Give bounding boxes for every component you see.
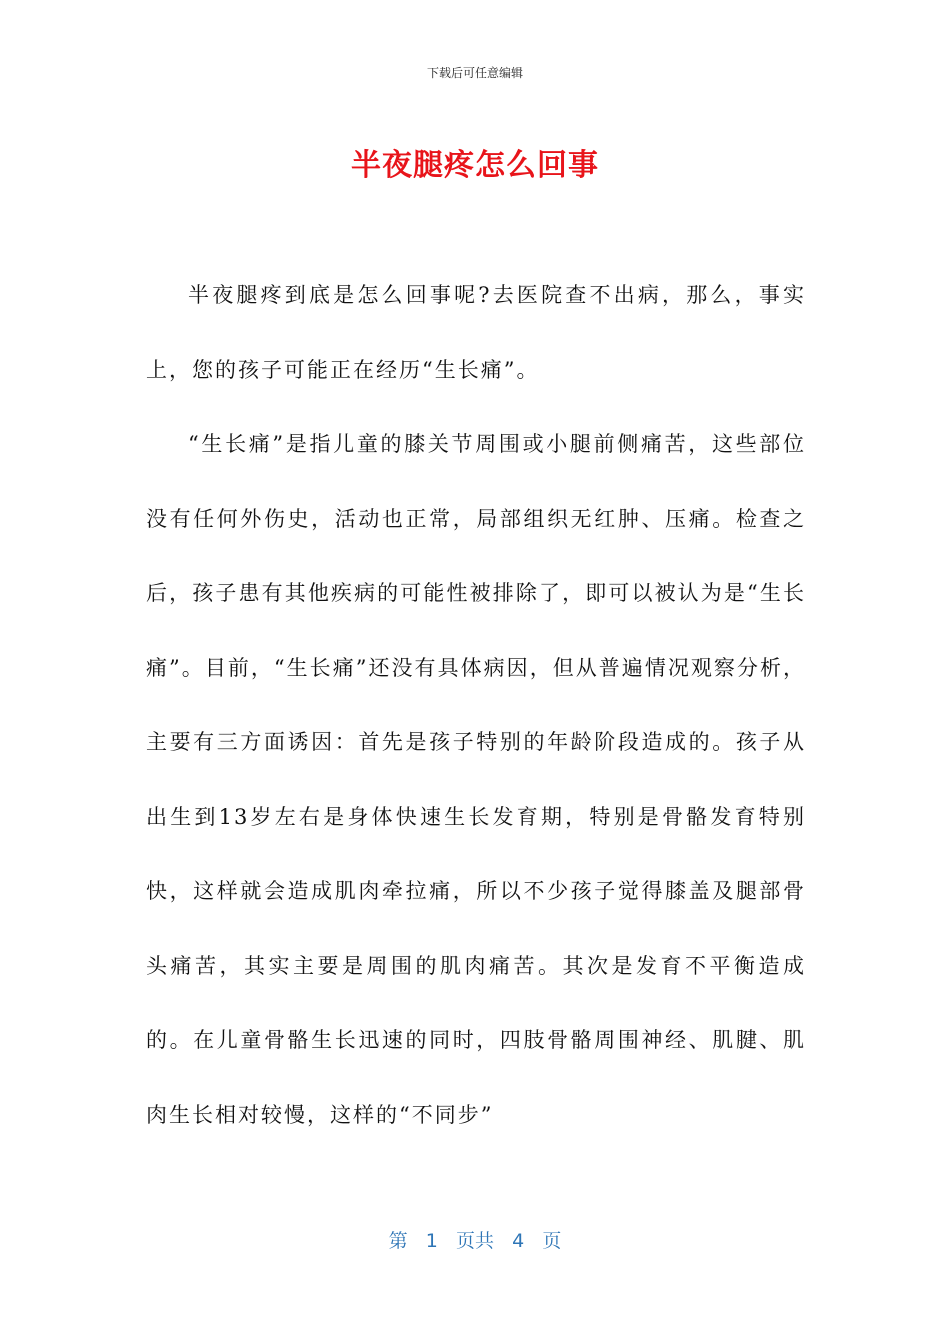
page-number-footer [0,1226,950,1253]
header-note: 下载后可任意编辑 [426,66,523,80]
page-label-suffix: 页 [542,1230,562,1252]
document-title: 半夜腿疼怎么回事 [351,148,599,183]
paragraph: 半夜腿疼到底是怎么回事呢?去医院查不出病，那么，事实上，您的孩子可能正在经历“生长痛”。 [146,283,806,382]
page-label-mid: 页共 [455,1230,494,1252]
document-body [146,258,806,1152]
current-page-number: 1 [425,1230,438,1252]
total-pages-number: 4 [512,1230,525,1252]
page-label-prefix: 第 [388,1230,408,1252]
paragraph: “生长痛”是指儿童的膝关节周围或小腿前侧痛苦，这些部位没有任何外伤史，活动也正常，局部组织无红肿、压痛。检查之后，孩子患有其他疾病的可能性被排除了，即可以被认为是“生长痛”。目前，“生长痛”还没有具体病因，但从普遍情况观察分析，主要有三方面诱因：首先是孩子特别的年龄阶段造成的。孩子从出生到13岁左右是身体快速生长发育期，特别是骨骼发育特别快，这样就会造成肌肉牵拉痛，所以不少孩子觉得膝盖及腿部骨头痛苦，其实主要是周围的肌肉痛苦。其次是发育不平衡造成的。在儿童骨骼生长迅速的同时，四肢骨骼周围神经、肌腱、肌肉生长相对较慢，这样的“不同步” [146,432,806,1127]
